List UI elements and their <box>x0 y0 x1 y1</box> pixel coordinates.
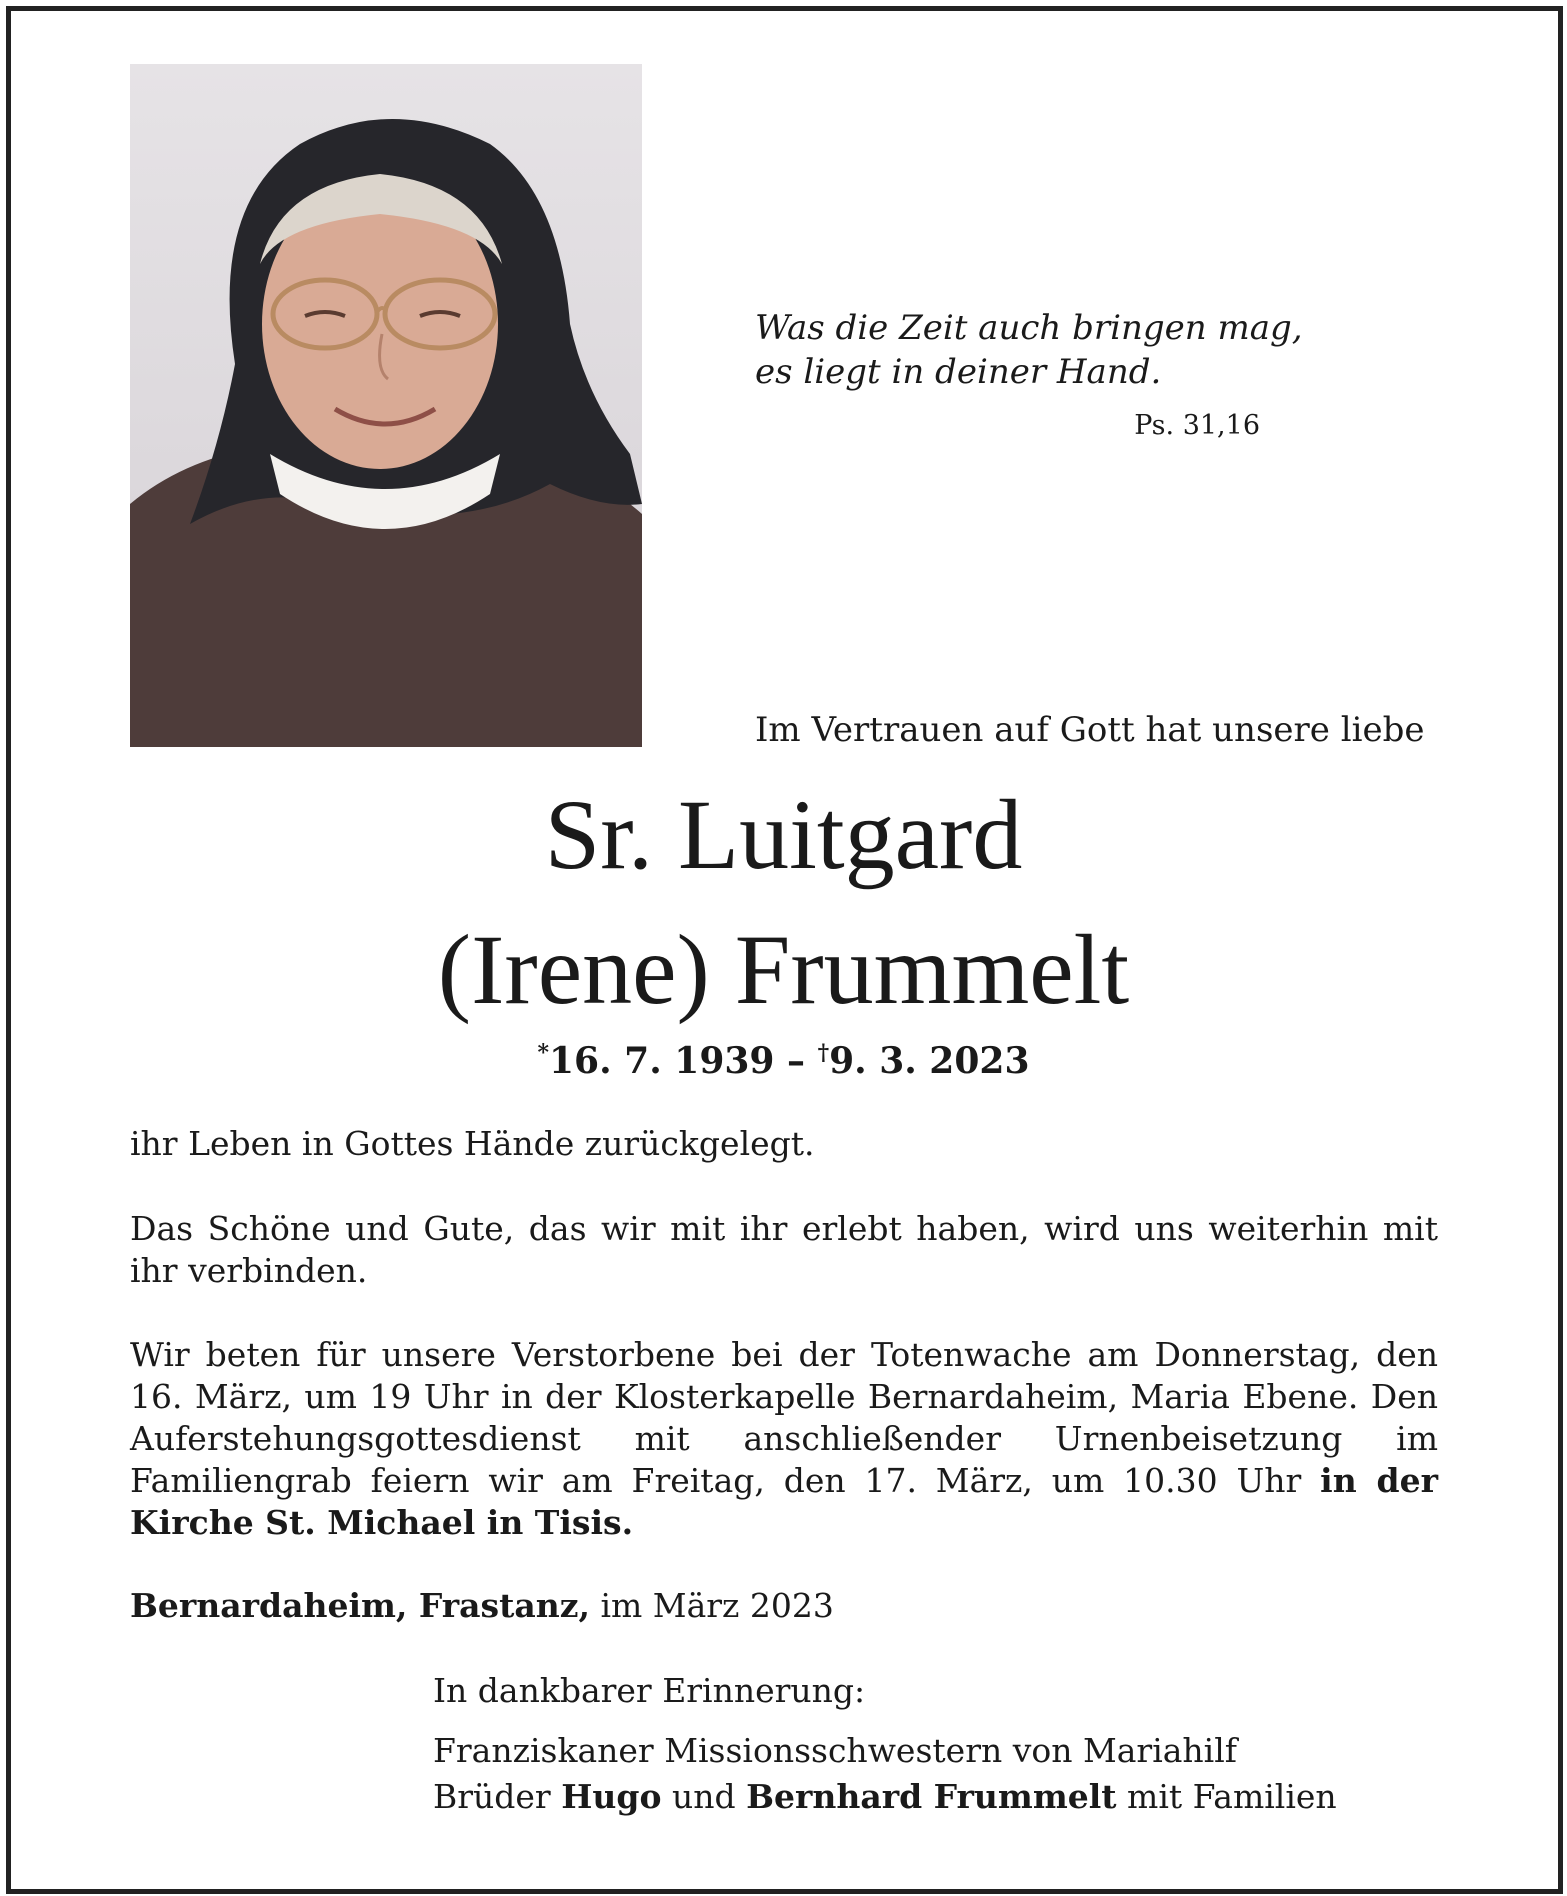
paragraph-memories: Das Schöne und Gute, das wir mit ihr erlebt haben, wird uns weiterhin mit ihr verbinden. <box>130 1209 1438 1290</box>
deceased-name-line-1: Sr. Luitgard <box>544 779 1023 890</box>
date-separator: – <box>774 1040 818 1082</box>
paragraph-funeral-details <box>130 1334 1438 1544</box>
closing-signer-2-e: mit Familien <box>1116 1777 1337 1816</box>
closing-signer-2-c: und <box>661 1777 747 1816</box>
deceased-name-line-2: (Irene) Frummelt <box>437 914 1130 1025</box>
verse-line-1: Was die Zeit auch bringen mag, <box>755 308 1303 348</box>
paragraph-life-returned: ihr Leben in Gottes Hände zurückgelegt. <box>130 1124 815 1163</box>
verse-line-2: es liegt in deiner Hand. <box>755 352 1162 392</box>
portrait-photo <box>130 64 642 747</box>
closing-heading: In dankbarer Erinnerung: <box>433 1671 866 1710</box>
portrait-illustration <box>130 64 642 747</box>
verse-reference: Ps. 31,16 <box>1134 410 1260 441</box>
place-name: Bernardaheim, Frastanz, <box>130 1586 590 1625</box>
closing-signer-2-a: Brüder <box>433 1777 562 1816</box>
funeral-details-text: Wir beten für unsere Verstorbene bei der Totenwache am Donnerstag, den 16. März, um 19 Uhr in der Klosterkapelle Bernardaheim, Maria Ebene. Den Auferstehungsgottesdienst mit anschließender Urnenbeisetzung im Familiengrab feiern wir am Freitag, den 17. März, um 10.30 Uhr <box>130 1335 1438 1500</box>
closing-signer-1: Franziskaner Missionsschwestern von Mariahilf <box>433 1731 1238 1770</box>
death-mark: † <box>817 1040 830 1066</box>
birth-mark: * <box>537 1040 549 1066</box>
closing-signer-2 <box>433 1774 1337 1820</box>
place-date: im März 2023 <box>589 1586 834 1625</box>
closing-signature <box>433 1668 1337 1820</box>
funeral-location: in der Kirche St. Michael in Tisis. <box>130 1461 1438 1542</box>
birth-date: 16. 7. 1939 <box>549 1040 775 1082</box>
brother-hugo: Hugo <box>561 1777 662 1816</box>
place-date-line <box>130 1585 1438 1627</box>
life-dates <box>0 1040 1567 1082</box>
bible-verse <box>755 306 1303 394</box>
brother-bernhard: Bernhard Frummelt <box>746 1777 1117 1816</box>
intro-text: Im Vertrauen auf Gott hat unsere liebe <box>755 710 1425 750</box>
death-date: 9. 3. 2023 <box>829 1040 1030 1082</box>
